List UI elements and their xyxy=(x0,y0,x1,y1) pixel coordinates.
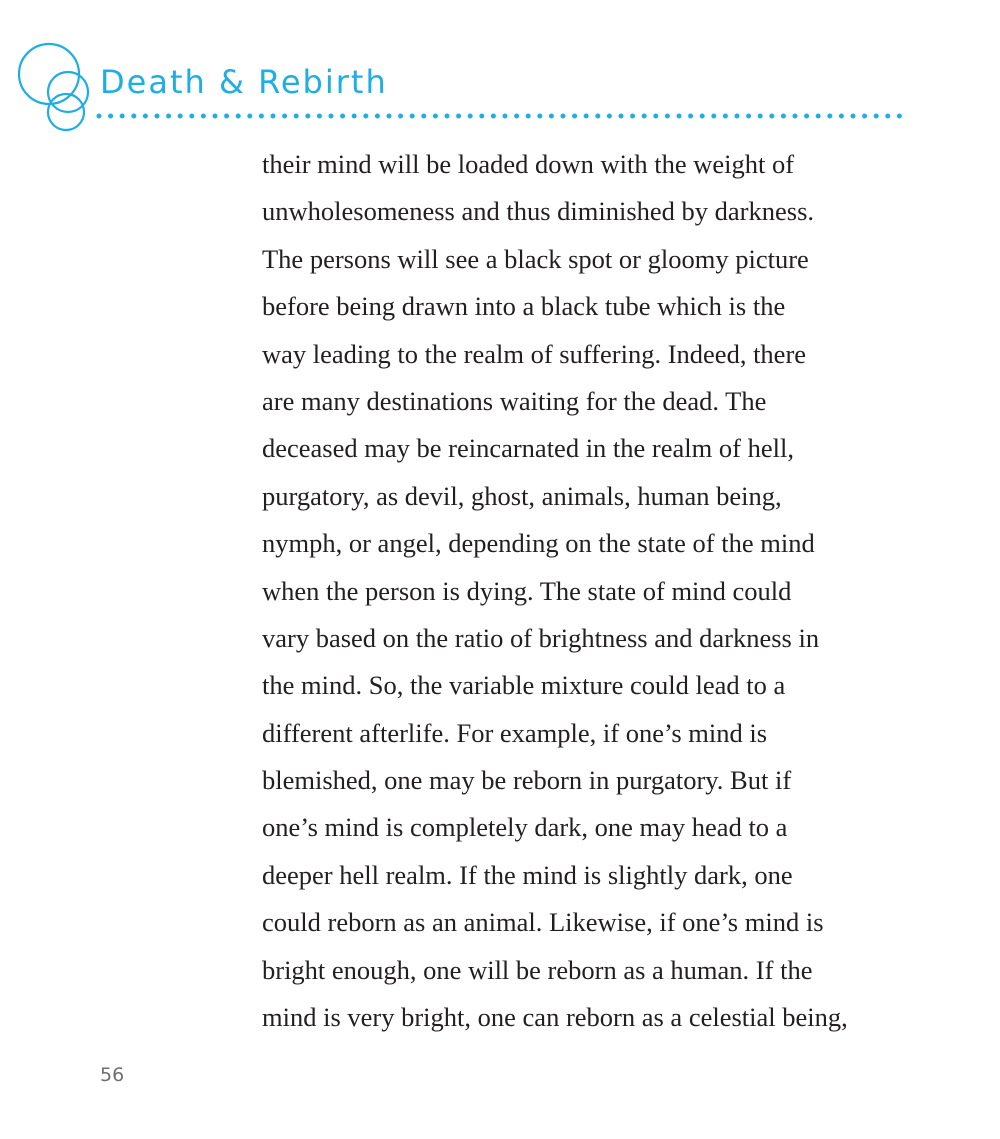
text-line: vary based on the ratio of brightness and darkness in xyxy=(262,622,820,653)
text-line: are many destinations waiting for the dead. The xyxy=(262,385,767,416)
body-text xyxy=(262,141,922,1041)
text-line: deeper hell realm. If the mind is slightly dark, one xyxy=(262,859,793,890)
text-line: mind is very bright, one can reborn as a celestial being, xyxy=(262,1002,848,1033)
text-line: purgatory, as devil, ghost, animals, human being, xyxy=(262,480,782,511)
text-line: way leading to the realm of suffering. Indeed, there xyxy=(262,338,807,369)
text-line: could reborn as an animal. Likewise, if one’s mind is xyxy=(262,907,824,938)
text-line: their mind will be loaded down with the weight of xyxy=(262,149,795,179)
text-line: blemished, one may be reborn in purgatory. But if xyxy=(262,765,792,796)
page-number: 56 xyxy=(100,1064,125,1086)
dotted-divider xyxy=(96,109,910,123)
text-line: The persons will see a black spot or gloomy picture xyxy=(262,243,809,274)
text-line: nymph, or angel, depending on the state of the mind xyxy=(262,528,815,559)
text-line: the mind. So, the variable mixture could lead to a xyxy=(262,670,786,701)
text-line: when the person is dying. The state of mind could xyxy=(262,575,792,606)
text-line: bright enough, one will be reborn as a human. If the xyxy=(262,954,813,985)
section-title: Death & Rebirth xyxy=(100,63,388,101)
text-line: before being drawn into a black tube which is the xyxy=(262,291,786,322)
text-line: deceased may be reincarnated in the realm of hell, xyxy=(262,433,794,464)
text-line: different afterlife. For example, if one’s mind is xyxy=(262,717,768,748)
text-line: unwholesomeness and thus diminished by darkness. xyxy=(262,196,815,227)
text-line: one’s mind is completely dark, one may head to a xyxy=(262,812,788,843)
